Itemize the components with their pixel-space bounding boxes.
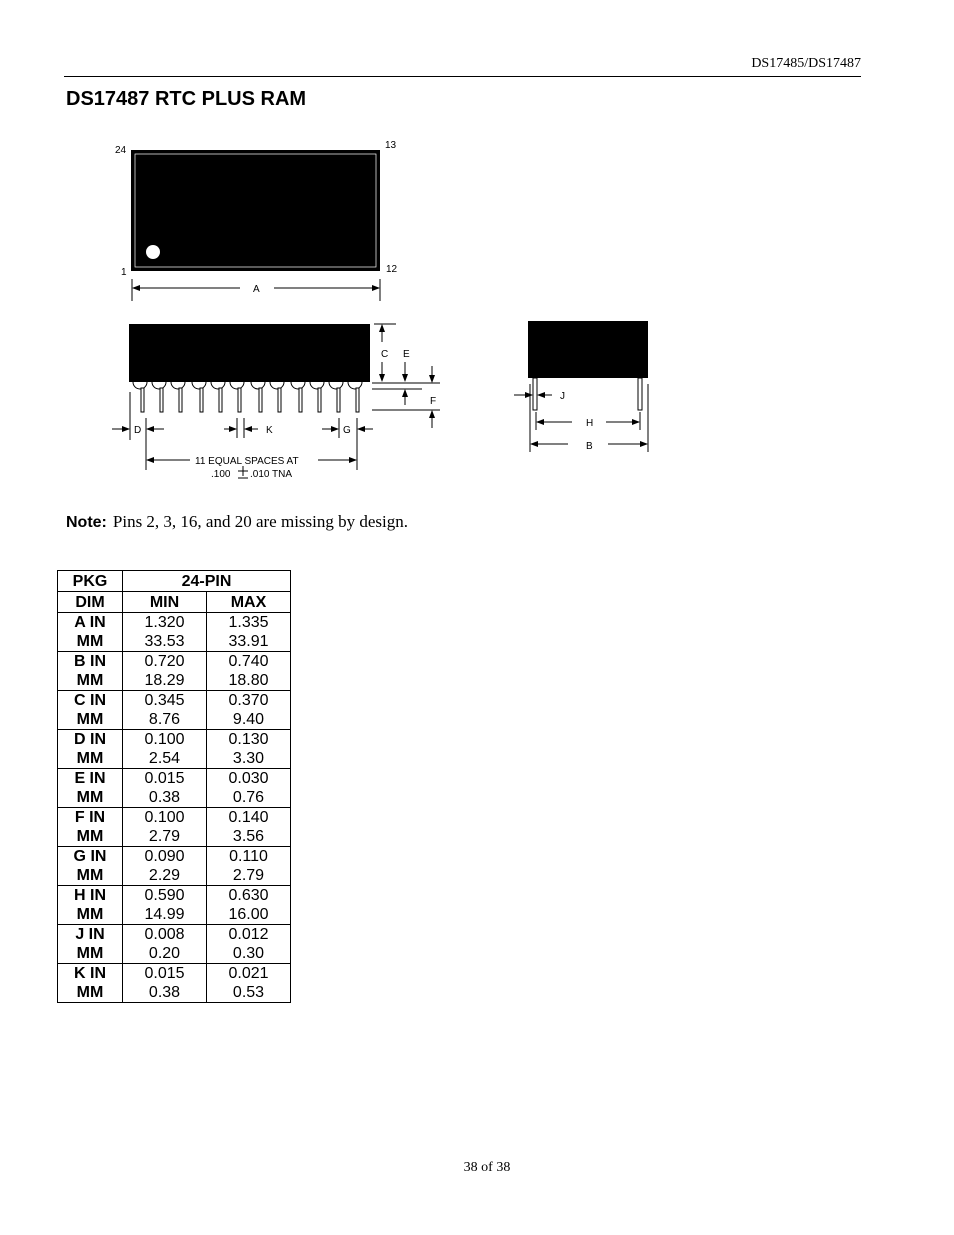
dim-cell-millimeters: MM — [76, 945, 104, 962]
max-cell-inches: 0.370 — [228, 692, 269, 709]
min-header: MIN — [123, 592, 207, 613]
min-cell-inches: 0.015 — [144, 965, 185, 982]
max-cell — [207, 886, 291, 925]
max-cell — [207, 847, 291, 886]
table-row — [58, 925, 291, 964]
dim-cell-millimeters: MM — [76, 867, 104, 884]
dim-cell-inches: F IN — [74, 809, 106, 826]
table-header-row — [58, 571, 291, 592]
dim-cell-inches: G IN — [73, 848, 107, 865]
table-row — [58, 886, 291, 925]
top-view — [115, 140, 398, 301]
max-cell — [207, 691, 291, 730]
max-cell-inches: 0.110 — [229, 848, 268, 865]
dim-cell-inches: H IN — [74, 887, 106, 904]
min-cell-millimeters: 33.53 — [144, 633, 185, 650]
dim-cell-inches: B IN — [74, 653, 106, 670]
min-cell-inches: 0.590 — [144, 887, 185, 904]
dim-label-a: A — [253, 284, 260, 295]
min-cell-inches: 0.345 — [144, 692, 185, 709]
dim-label-d: D — [134, 425, 142, 436]
min-cell — [123, 808, 207, 847]
max-cell-millimeters: 0.30 — [232, 945, 265, 962]
pkg-header: PKG — [58, 571, 123, 592]
max-cell — [207, 613, 291, 652]
max-cell-millimeters: 2.79 — [232, 867, 265, 884]
max-cell-millimeters: 16.00 — [228, 906, 269, 923]
max-cell-inches: 0.021 — [228, 965, 269, 982]
max-cell-inches: 0.630 — [228, 887, 269, 904]
pin-count-header: 24-PIN — [123, 571, 291, 592]
min-cell — [123, 730, 207, 769]
min-cell-inches: 0.100 — [144, 731, 185, 748]
note-label: Note: — [66, 514, 107, 531]
page-number: 38 of 38 — [463, 1160, 511, 1175]
max-cell-millimeters: 33.91 — [228, 633, 269, 650]
dim-label-g: G — [343, 425, 351, 436]
max-cell-inches: 1.335 — [228, 614, 269, 631]
design-note — [66, 512, 408, 532]
dim-cell — [58, 808, 123, 847]
dim-label-h: H — [586, 418, 594, 429]
max-cell — [207, 652, 291, 691]
max-cell — [207, 808, 291, 847]
max-cell-millimeters: 3.56 — [232, 828, 265, 845]
max-header: MAX — [207, 592, 291, 613]
min-cell-millimeters: 2.54 — [148, 750, 181, 767]
dim-cell — [58, 730, 123, 769]
dim-cell-millimeters: MM — [76, 672, 104, 689]
table-row — [58, 769, 291, 808]
max-cell-millimeters: 0.53 — [232, 984, 265, 1001]
min-cell — [123, 925, 207, 964]
dim-cell-millimeters: MM — [76, 828, 104, 845]
min-cell — [123, 886, 207, 925]
max-cell-inches: 0.740 — [228, 653, 269, 670]
max-cell-millimeters: 0.76 — [232, 789, 265, 806]
dim-cell — [58, 964, 123, 1003]
dim-cell — [58, 847, 123, 886]
pin1-marker — [146, 245, 160, 259]
max-cell-millimeters: 9.40 — [232, 711, 265, 728]
table-row — [58, 691, 291, 730]
min-cell-inches: 0.720 — [144, 653, 185, 670]
min-cell — [123, 691, 207, 730]
min-cell-millimeters: 2.79 — [148, 828, 181, 845]
max-cell-millimeters: 18.80 — [228, 672, 269, 689]
min-cell-millimeters: 0.38 — [148, 984, 181, 1001]
table-row — [58, 847, 291, 886]
min-cell-inches: 0.090 — [144, 848, 185, 865]
table-row — [58, 652, 291, 691]
min-cell — [123, 964, 207, 1003]
spacing-note-value: .100 — [211, 469, 231, 480]
plus-minus-symbol — [238, 466, 248, 478]
page-title: DS17487 RTC PLUS RAM — [66, 88, 307, 110]
pin-label-13: 13 — [385, 140, 397, 151]
table-body — [58, 613, 291, 1003]
dimensions-table — [57, 570, 291, 1003]
dim-cell-inches: A IN — [74, 614, 106, 631]
table-row — [58, 964, 291, 1003]
max-cell-inches: 0.030 — [228, 770, 269, 787]
dim-label-j: J — [560, 391, 565, 402]
dim-cell-inches: C IN — [74, 692, 106, 709]
dim-cell — [58, 652, 123, 691]
pin-label-24: 24 — [115, 145, 127, 156]
max-cell — [207, 769, 291, 808]
min-cell-millimeters: 18.29 — [144, 672, 185, 689]
end-view — [514, 321, 648, 452]
max-cell — [207, 964, 291, 1003]
note-text: Pins 2, 3, 16, and 20 are missing by design. — [112, 512, 409, 531]
spacing-note-tolerance: .010 TNA — [250, 469, 293, 480]
min-cell-inches: 0.015 — [144, 770, 185, 787]
side-view — [112, 324, 440, 480]
dim-label-k: K — [266, 425, 273, 436]
dim-cell-millimeters: MM — [76, 906, 104, 923]
dim-cell-inches: K IN — [74, 965, 106, 982]
dim-cell-millimeters: MM — [76, 633, 104, 650]
spacing-note-line1: 11 EQUAL SPACES AT — [195, 456, 299, 467]
dim-label-f: F — [430, 396, 437, 407]
dim-label-e: E — [403, 349, 410, 360]
dim-cell-millimeters: MM — [76, 789, 104, 806]
table-row — [58, 613, 291, 652]
table-header-row — [58, 592, 291, 613]
min-cell — [123, 652, 207, 691]
dim-cell — [58, 925, 123, 964]
document-id: DS17485/DS17487 — [751, 56, 861, 71]
table-row — [58, 730, 291, 769]
table-row — [58, 808, 291, 847]
min-cell-millimeters: 0.20 — [148, 945, 181, 962]
pin-label-1: 1 — [121, 267, 127, 278]
min-cell-inches: 0.100 — [144, 809, 185, 826]
min-cell-millimeters: 8.76 — [148, 711, 181, 728]
header-rule — [64, 76, 861, 77]
dim-label-b: B — [586, 441, 593, 452]
dim-cell-millimeters: MM — [76, 750, 104, 767]
dim-cell — [58, 613, 123, 652]
dim-cell-inches: D IN — [74, 731, 106, 748]
min-cell — [123, 769, 207, 808]
dim-cell-inches: E IN — [74, 770, 106, 787]
dim-label-c: C — [381, 349, 389, 360]
min-cell-millimeters: 2.29 — [148, 867, 181, 884]
max-cell-inches: 0.140 — [228, 809, 269, 826]
dim-cell — [58, 769, 123, 808]
max-cell — [207, 730, 291, 769]
min-cell-inches: 1.320 — [144, 614, 185, 631]
min-cell-millimeters: 0.38 — [148, 789, 181, 806]
max-cell-inches: 0.012 — [228, 926, 269, 943]
pin-label-12: 12 — [386, 264, 398, 275]
min-cell — [123, 847, 207, 886]
dim-cell — [58, 886, 123, 925]
max-cell-millimeters: 3.30 — [232, 750, 265, 767]
dim-cell — [58, 691, 123, 730]
dim-cell-millimeters: MM — [76, 711, 104, 728]
package-diagram — [0, 120, 700, 490]
max-cell-inches: 0.130 — [228, 731, 269, 748]
dim-header: DIM — [58, 592, 123, 613]
min-cell — [123, 613, 207, 652]
min-cell-inches: 0.008 — [144, 926, 185, 943]
dim-cell-inches: J IN — [75, 926, 105, 943]
min-cell-millimeters: 14.99 — [144, 906, 185, 923]
max-cell — [207, 925, 291, 964]
dim-cell-millimeters: MM — [76, 984, 104, 1001]
